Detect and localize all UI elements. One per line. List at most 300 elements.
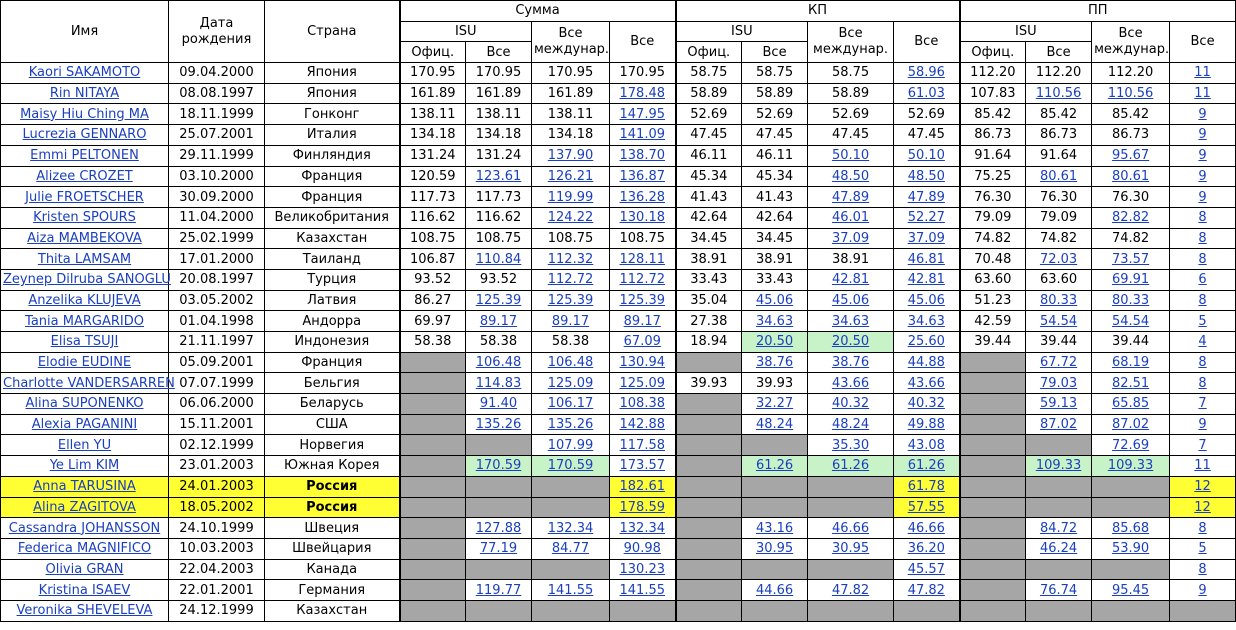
country-cell: Германия — [265, 580, 400, 601]
total-all-score-cell[interactable]: 112.72 — [610, 269, 676, 290]
table-row — [1, 352, 1236, 373]
athlete-name-link[interactable]: Kristen SPOURS — [1, 207, 169, 228]
free-all-score-cell[interactable]: 4 — [1170, 332, 1236, 353]
free-all-score-cell[interactable]: 9 — [1170, 104, 1236, 125]
total-intl-score-cell[interactable]: 126.21 — [532, 166, 610, 187]
short-all-score-cell — [894, 600, 960, 621]
free-intl-score-cell[interactable]: 95.45 — [1092, 580, 1170, 601]
free-all-isu-score-cell[interactable]: 109.33 — [1026, 456, 1092, 477]
free-intl-score-cell[interactable]: 73.57 — [1092, 249, 1170, 270]
total-all-score-cell[interactable]: 142.88 — [610, 414, 676, 435]
subheader-all-free: Все — [1170, 21, 1236, 62]
free-all-score-cell[interactable]: 9 — [1170, 187, 1236, 208]
short-all-score-cell[interactable]: 47.82 — [894, 580, 960, 601]
athlete-name-link[interactable]: Alexia PAGANINI — [1, 414, 169, 435]
short-all-isu-score-cell[interactable]: 20.50 — [742, 332, 808, 353]
free-all-isu-score-cell[interactable]: 72.03 — [1026, 249, 1092, 270]
free-offic-score-cell — [960, 352, 1026, 373]
birth-date-cell: 24.10.1999 — [169, 518, 265, 539]
short-intl-score-cell[interactable]: 35.30 — [808, 435, 894, 456]
table-row — [1, 166, 1236, 187]
total-all-score-cell[interactable]: 178.59 — [610, 497, 676, 518]
short-all-score-cell[interactable]: 44.88 — [894, 352, 960, 373]
table-row — [1, 518, 1236, 539]
free-intl-score-cell[interactable]: 72.69 — [1092, 435, 1170, 456]
birth-date-cell: 17.01.2000 — [169, 249, 265, 270]
free-all-isu-score-cell[interactable]: 84.72 — [1026, 518, 1092, 539]
short-intl-score-cell[interactable]: 47.89 — [808, 187, 894, 208]
total-all-score-cell[interactable]: 173.57 — [610, 456, 676, 477]
free-offic-score-cell — [960, 559, 1026, 580]
free-all-score-cell[interactable]: 8 — [1170, 290, 1236, 311]
total-all-isu-score-cell[interactable]: 110.84 — [466, 249, 532, 270]
total-intl-score-cell[interactable]: 141.55 — [532, 580, 610, 601]
total-all-isu-score-cell[interactable]: 91.40 — [466, 394, 532, 415]
country-cell: Индонезия — [265, 332, 400, 353]
total-intl-score-cell: 108.75 — [532, 228, 610, 249]
short-all-score-cell[interactable]: 47.89 — [894, 187, 960, 208]
short-all-isu-score-cell: 47.45 — [742, 125, 808, 146]
total-all-isu-score-cell[interactable]: 127.88 — [466, 518, 532, 539]
total-offic-score-cell — [400, 600, 466, 621]
free-intl-score-cell[interactable]: 110.56 — [1092, 83, 1170, 104]
total-all-score-cell[interactable]: 108.38 — [610, 394, 676, 415]
short-all-isu-score-cell: 39.93 — [742, 373, 808, 394]
birth-date-cell: 22.04.2003 — [169, 559, 265, 580]
country-cell: Беларусь — [265, 394, 400, 415]
athlete-name-link[interactable]: Maisy Hiu Ching MA — [1, 104, 169, 125]
short-all-score-cell[interactable]: 50.10 — [894, 145, 960, 166]
short-offic-score-cell — [676, 435, 742, 456]
short-all-score-cell[interactable]: 61.03 — [894, 83, 960, 104]
athlete-name-link[interactable]: Ye Lim KIM — [1, 456, 169, 477]
short-all-score-cell[interactable]: 48.50 — [894, 166, 960, 187]
free-all-isu-score-cell[interactable]: 54.54 — [1026, 311, 1092, 332]
total-intl-score-cell: 138.11 — [532, 104, 610, 125]
free-intl-score-cell[interactable]: 53.90 — [1092, 538, 1170, 559]
short-all-score-cell[interactable]: 37.09 — [894, 228, 960, 249]
total-intl-score-cell[interactable]: 106.17 — [532, 394, 610, 415]
table-row — [1, 476, 1236, 497]
athlete-name-link[interactable]: Lucrezia GENNARO — [1, 125, 169, 146]
free-all-score-cell[interactable]: 9 — [1170, 580, 1236, 601]
total-intl-score-cell[interactable]: 170.59 — [532, 456, 610, 477]
total-offic-score-cell — [400, 373, 466, 394]
short-offic-score-cell — [676, 394, 742, 415]
short-intl-score-cell[interactable]: 42.81 — [808, 269, 894, 290]
total-all-score-cell: 170.95 — [610, 63, 676, 84]
short-all-score-cell[interactable]: 52.27 — [894, 207, 960, 228]
total-all-score-cell[interactable]: 141.09 — [610, 125, 676, 146]
free-offic-score-cell — [960, 456, 1026, 477]
free-all-score-cell[interactable]: 5 — [1170, 311, 1236, 332]
athlete-name-link[interactable]: Julie FROETSCHER — [1, 187, 169, 208]
free-all-score-cell[interactable]: 8 — [1170, 373, 1236, 394]
free-intl-score-cell: 76.30 — [1092, 187, 1170, 208]
total-offic-score-cell: 108.75 — [400, 228, 466, 249]
short-all-score-cell[interactable]: 36.20 — [894, 538, 960, 559]
total-intl-score-cell[interactable]: 137.90 — [532, 145, 610, 166]
total-all-isu-score-cell[interactable]: 125.39 — [466, 290, 532, 311]
short-all-score-cell[interactable]: 58.96 — [894, 63, 960, 84]
athlete-name-link[interactable]: Aiza MAMBEKOVA — [1, 228, 169, 249]
total-all-isu-score-cell: 134.18 — [466, 125, 532, 146]
short-intl-score-cell[interactable]: 30.95 — [808, 538, 894, 559]
athlete-name-link[interactable]: Kaori SAKAMOTO — [1, 63, 169, 84]
total-all-score-cell — [610, 600, 676, 621]
short-offic-score-cell — [676, 518, 742, 539]
short-intl-score-cell[interactable]: 34.63 — [808, 311, 894, 332]
short-all-isu-score-cell: 58.75 — [742, 63, 808, 84]
free-intl-score-cell: 74.82 — [1092, 228, 1170, 249]
short-offic-score-cell: 42.64 — [676, 207, 742, 228]
total-all-score-cell[interactable]: 128.11 — [610, 249, 676, 270]
short-all-score-cell[interactable]: 45.06 — [894, 290, 960, 311]
short-offic-score-cell: 47.45 — [676, 125, 742, 146]
short-all-isu-score-cell[interactable]: 34.63 — [742, 311, 808, 332]
short-all-score-cell: 52.69 — [894, 104, 960, 125]
total-offic-score-cell — [400, 456, 466, 477]
athlete-name-link[interactable]: Alizee CROZET — [1, 166, 169, 187]
total-all-isu-score-cell — [466, 476, 532, 497]
short-intl-score-cell[interactable]: 46.66 — [808, 518, 894, 539]
free-all-isu-score-cell[interactable]: 80.33 — [1026, 290, 1092, 311]
free-all-isu-score-cell[interactable]: 67.72 — [1026, 352, 1092, 373]
total-intl-score-cell[interactable]: 135.26 — [532, 414, 610, 435]
short-all-isu-score-cell[interactable]: 32.27 — [742, 394, 808, 415]
short-all-score-cell[interactable]: 42.81 — [894, 269, 960, 290]
birth-date-cell: 08.08.1997 — [169, 83, 265, 104]
table-row — [1, 435, 1236, 456]
athlete-name-link[interactable]: Anzelika KLUJEVA — [1, 290, 169, 311]
free-offic-score-cell: 70.48 — [960, 249, 1026, 270]
total-all-score-cell[interactable]: 130.94 — [610, 352, 676, 373]
country-cell: Канада — [265, 559, 400, 580]
total-intl-score-cell[interactable]: 124.22 — [532, 207, 610, 228]
subheader-all-isu-free: Все — [1026, 42, 1092, 63]
free-all-isu-score-cell — [1026, 559, 1092, 580]
table-row — [1, 538, 1236, 559]
free-all-isu-score-cell[interactable]: 46.24 — [1026, 538, 1092, 559]
total-offic-score-cell — [400, 580, 466, 601]
athlete-name-link[interactable]: Ellen YU — [1, 435, 169, 456]
country-cell: Норвегия — [265, 435, 400, 456]
athlete-name-link[interactable]: Alina ZAGITOVA — [1, 497, 169, 518]
free-offic-score-cell: 76.30 — [960, 187, 1026, 208]
total-intl-score-cell[interactable]: 112.32 — [532, 249, 610, 270]
total-intl-score-cell[interactable]: 125.39 — [532, 290, 610, 311]
short-all-score-cell[interactable]: 43.66 — [894, 373, 960, 394]
total-intl-score-cell[interactable]: 89.17 — [532, 311, 610, 332]
total-offic-score-cell — [400, 414, 466, 435]
birth-date-cell: 29.11.1999 — [169, 145, 265, 166]
total-all-score-cell[interactable]: 147.95 — [610, 104, 676, 125]
free-all-score-cell[interactable]: 12 — [1170, 497, 1236, 518]
short-all-isu-score-cell: 46.11 — [742, 145, 808, 166]
free-all-isu-score-cell: 112.20 — [1026, 63, 1092, 84]
short-intl-score-cell[interactable]: 48.24 — [808, 414, 894, 435]
table-row — [1, 456, 1236, 477]
short-offic-score-cell: 58.75 — [676, 63, 742, 84]
total-all-score-cell: 108.75 — [610, 228, 676, 249]
total-all-isu-score-cell[interactable]: 135.26 — [466, 414, 532, 435]
birth-date-cell: 25.07.2001 — [169, 125, 265, 146]
free-intl-score-cell[interactable]: 80.61 — [1092, 166, 1170, 187]
free-all-score-cell[interactable]: 11 — [1170, 63, 1236, 84]
free-all-isu-score-cell[interactable]: 76.74 — [1026, 580, 1092, 601]
athlete-name-link[interactable]: Alina SUPONENKO — [1, 394, 169, 415]
free-intl-score-cell[interactable]: 87.02 — [1092, 414, 1170, 435]
free-intl-score-cell: 112.20 — [1092, 63, 1170, 84]
free-intl-score-cell[interactable]: 69.91 — [1092, 269, 1170, 290]
free-all-isu-score-cell[interactable]: 80.61 — [1026, 166, 1092, 187]
short-all-isu-score-cell — [742, 600, 808, 621]
free-all-score-cell[interactable]: 9 — [1170, 166, 1236, 187]
free-all-score-cell[interactable]: 5 — [1170, 538, 1236, 559]
short-all-score-cell[interactable]: 45.57 — [894, 559, 960, 580]
short-intl-score-cell[interactable]: 43.66 — [808, 373, 894, 394]
short-all-score-cell[interactable]: 25.60 — [894, 332, 960, 353]
free-offic-score-cell — [960, 497, 1026, 518]
free-intl-score-cell — [1092, 600, 1170, 621]
table-row — [1, 311, 1236, 332]
short-all-score-cell[interactable]: 61.26 — [894, 456, 960, 477]
free-all-score-cell[interactable]: 9 — [1170, 145, 1236, 166]
free-all-score-cell[interactable]: 8 — [1170, 352, 1236, 373]
athlete-name-link[interactable]: Thita LAMSAM — [1, 249, 169, 270]
total-all-score-cell[interactable]: 67.09 — [610, 332, 676, 353]
free-intl-score-cell[interactable]: 54.54 — [1092, 311, 1170, 332]
free-all-score-cell[interactable]: 8 — [1170, 207, 1236, 228]
free-intl-score-cell[interactable]: 65.85 — [1092, 394, 1170, 415]
short-intl-score-cell — [808, 497, 894, 518]
free-all-isu-score-cell — [1026, 497, 1092, 518]
free-intl-score-cell[interactable]: 80.33 — [1092, 290, 1170, 311]
total-all-score-cell[interactable]: 178.48 — [610, 83, 676, 104]
short-all-isu-score-cell[interactable]: 30.95 — [742, 538, 808, 559]
free-offic-score-cell: 79.09 — [960, 207, 1026, 228]
table-row — [1, 373, 1236, 394]
short-offic-score-cell: 18.94 — [676, 332, 742, 353]
total-offic-score-cell — [400, 394, 466, 415]
total-intl-score-cell[interactable]: 125.09 — [532, 373, 610, 394]
short-all-score-cell[interactable]: 46.81 — [894, 249, 960, 270]
birth-date-cell: 30.09.2000 — [169, 187, 265, 208]
free-all-score-cell[interactable]: 11 — [1170, 456, 1236, 477]
subheader-offic-free: Офиц. — [960, 42, 1026, 63]
short-offic-score-cell: 58.89 — [676, 83, 742, 104]
total-all-score-cell[interactable]: 182.61 — [610, 476, 676, 497]
total-intl-score-cell[interactable]: 119.99 — [532, 187, 610, 208]
free-all-isu-score-cell[interactable]: 87.02 — [1026, 414, 1092, 435]
total-offic-score-cell — [400, 497, 466, 518]
total-offic-score-cell: 69.97 — [400, 311, 466, 332]
total-all-isu-score-cell[interactable]: 77.19 — [466, 538, 532, 559]
country-cell: Швейцария — [265, 538, 400, 559]
free-all-score-cell[interactable]: 8 — [1170, 518, 1236, 539]
short-intl-score-cell[interactable]: 37.09 — [808, 228, 894, 249]
athlete-name-link[interactable]: Zeynep Dilruba SANOGLU — [1, 269, 169, 290]
total-intl-score-cell: 161.89 — [532, 83, 610, 104]
total-all-isu-score-cell: 108.75 — [466, 228, 532, 249]
free-offic-score-cell — [960, 476, 1026, 497]
country-cell: Япония — [265, 63, 400, 84]
short-intl-score-cell[interactable]: 61.26 — [808, 456, 894, 477]
total-all-isu-score-cell: 117.73 — [466, 187, 532, 208]
total-all-isu-score-cell: 131.24 — [466, 145, 532, 166]
free-all-isu-score-cell[interactable]: 79.03 — [1026, 373, 1092, 394]
total-intl-score-cell[interactable]: 112.72 — [532, 269, 610, 290]
short-all-isu-score-cell[interactable]: 61.26 — [742, 456, 808, 477]
total-intl-score-cell[interactable]: 107.99 — [532, 435, 610, 456]
total-all-isu-score-cell[interactable]: 123.61 — [466, 166, 532, 187]
birth-date-cell: 20.08.1997 — [169, 269, 265, 290]
subheader-offic-short: Офиц. — [676, 42, 742, 63]
free-all-score-cell[interactable]: 9 — [1170, 125, 1236, 146]
total-all-score-cell[interactable]: 130.18 — [610, 207, 676, 228]
short-all-score-cell[interactable]: 61.78 — [894, 476, 960, 497]
total-all-score-cell[interactable]: 130.23 — [610, 559, 676, 580]
free-all-score-cell[interactable]: 11 — [1170, 83, 1236, 104]
country-cell: Казахстан — [265, 600, 400, 621]
short-all-isu-score-cell[interactable]: 48.24 — [742, 414, 808, 435]
free-all-score-cell[interactable]: 7 — [1170, 435, 1236, 456]
short-all-isu-score-cell[interactable]: 38.76 — [742, 352, 808, 373]
free-all-score-cell[interactable]: 8 — [1170, 559, 1236, 580]
total-offic-score-cell — [400, 435, 466, 456]
short-intl-score-cell[interactable]: 40.32 — [808, 394, 894, 415]
birth-date-cell: 24.12.1999 — [169, 600, 265, 621]
athlete-name-link[interactable]: Kristina ISAEV — [1, 580, 169, 601]
free-all-isu-score-cell: 74.82 — [1026, 228, 1092, 249]
athlete-name-link[interactable]: Federica MAGNIFICO — [1, 538, 169, 559]
athlete-name-link[interactable]: Cassandra JOHANSSON — [1, 518, 169, 539]
free-all-score-cell[interactable]: 8 — [1170, 249, 1236, 270]
birth-date-cell: 02.12.1999 — [169, 435, 265, 456]
total-all-score-cell[interactable]: 125.39 — [610, 290, 676, 311]
table-row — [1, 63, 1236, 84]
free-intl-score-cell — [1092, 497, 1170, 518]
short-all-isu-score-cell[interactable]: 43.16 — [742, 518, 808, 539]
short-all-score-cell[interactable]: 57.55 — [894, 497, 960, 518]
short-intl-score-cell[interactable]: 47.82 — [808, 580, 894, 601]
athlete-name-link[interactable]: Tania MARGARIDO — [1, 311, 169, 332]
country-cell: Латвия — [265, 290, 400, 311]
free-intl-score-cell — [1092, 476, 1170, 497]
free-intl-score-cell: 86.73 — [1092, 125, 1170, 146]
short-offic-score-cell — [676, 600, 742, 621]
free-all-score-cell[interactable]: 7 — [1170, 394, 1236, 415]
short-all-score-cell[interactable]: 43.08 — [894, 435, 960, 456]
birth-date-cell: 07.07.1999 — [169, 373, 265, 394]
short-intl-score-cell[interactable]: 20.50 — [808, 332, 894, 353]
athlete-name-link[interactable]: Elodie EUDINE — [1, 352, 169, 373]
free-intl-score-cell[interactable]: 68.19 — [1092, 352, 1170, 373]
total-all-isu-score-cell[interactable]: 170.59 — [466, 456, 532, 477]
short-offic-score-cell — [676, 352, 742, 373]
total-all-score-cell[interactable]: 136.28 — [610, 187, 676, 208]
total-all-score-cell[interactable]: 136.87 — [610, 166, 676, 187]
total-all-score-cell[interactable]: 125.09 — [610, 373, 676, 394]
table-row — [1, 187, 1236, 208]
short-all-isu-score-cell: 33.43 — [742, 269, 808, 290]
free-intl-score-cell[interactable]: 95.67 — [1092, 145, 1170, 166]
free-intl-score-cell[interactable]: 82.82 — [1092, 207, 1170, 228]
total-all-isu-score-cell[interactable]: 119.77 — [466, 580, 532, 601]
short-all-score-cell[interactable]: 34.63 — [894, 311, 960, 332]
total-offic-score-cell: 58.38 — [400, 332, 466, 353]
total-all-score-cell[interactable]: 141.55 — [610, 580, 676, 601]
short-all-score-cell[interactable]: 46.66 — [894, 518, 960, 539]
free-all-isu-score-cell[interactable]: 59.13 — [1026, 394, 1092, 415]
athlete-name-link[interactable]: Anna TARUSINA — [1, 476, 169, 497]
total-all-isu-score-cell[interactable]: 106.48 — [466, 352, 532, 373]
short-intl-score-cell[interactable]: 38.76 — [808, 352, 894, 373]
free-intl-score-cell[interactable]: 85.68 — [1092, 518, 1170, 539]
birth-date-cell: 10.03.2003 — [169, 538, 265, 559]
athlete-name-link[interactable]: Olivia GRAN — [1, 559, 169, 580]
free-intl-score-cell[interactable]: 109.33 — [1092, 456, 1170, 477]
table-row — [1, 497, 1236, 518]
short-intl-score-cell[interactable]: 45.06 — [808, 290, 894, 311]
athlete-name-link[interactable]: Rin NITAYA — [1, 83, 169, 104]
free-all-score-cell[interactable]: 6 — [1170, 269, 1236, 290]
athlete-name-link[interactable]: Charlotte VANDERSARREN — [1, 373, 169, 394]
total-all-isu-score-cell — [466, 497, 532, 518]
free-all-isu-score-cell[interactable]: 110.56 — [1026, 83, 1092, 104]
total-all-score-cell[interactable]: 89.17 — [610, 311, 676, 332]
total-all-isu-score-cell[interactable]: 89.17 — [466, 311, 532, 332]
total-all-score-cell[interactable]: 132.34 — [610, 518, 676, 539]
birth-date-cell: 03.05.2002 — [169, 290, 265, 311]
total-all-score-cell[interactable]: 90.98 — [610, 538, 676, 559]
free-all-score-cell[interactable]: 8 — [1170, 228, 1236, 249]
free-intl-score-cell: 39.44 — [1092, 332, 1170, 353]
total-all-score-cell[interactable]: 138.70 — [610, 145, 676, 166]
free-intl-score-cell[interactable]: 82.51 — [1092, 373, 1170, 394]
short-intl-score-cell[interactable]: 46.01 — [808, 207, 894, 228]
short-all-isu-score-cell: 58.89 — [742, 83, 808, 104]
short-all-score-cell[interactable]: 49.88 — [894, 414, 960, 435]
free-offic-score-cell — [960, 518, 1026, 539]
free-all-isu-score-cell — [1026, 600, 1092, 621]
total-all-isu-score-cell[interactable]: 114.83 — [466, 373, 532, 394]
total-all-isu-score-cell: 93.52 — [466, 269, 532, 290]
total-intl-score-cell[interactable]: 132.34 — [532, 518, 610, 539]
athlete-name-link[interactable]: Veronika SHEVELEVA — [1, 600, 169, 621]
free-all-score-cell[interactable]: 12 — [1170, 476, 1236, 497]
total-intl-score-cell[interactable]: 106.48 — [532, 352, 610, 373]
short-intl-score-cell[interactable]: 50.10 — [808, 145, 894, 166]
short-offic-score-cell: 34.45 — [676, 228, 742, 249]
athlete-name-link[interactable]: Emmi PELTONEN — [1, 145, 169, 166]
free-all-score-cell[interactable]: 9 — [1170, 414, 1236, 435]
short-intl-score-cell[interactable]: 48.50 — [808, 166, 894, 187]
total-intl-score-cell[interactable]: 84.77 — [532, 538, 610, 559]
total-all-score-cell[interactable]: 117.58 — [610, 435, 676, 456]
short-all-score-cell[interactable]: 40.32 — [894, 394, 960, 415]
free-all-isu-score-cell: 76.30 — [1026, 187, 1092, 208]
country-cell: Финляндия — [265, 145, 400, 166]
short-offic-score-cell: 41.43 — [676, 187, 742, 208]
table-row — [1, 414, 1236, 435]
athlete-name-link[interactable]: Elisa TSUJI — [1, 332, 169, 353]
group-header-free: ПП — [960, 1, 1236, 22]
short-all-isu-score-cell[interactable]: 45.06 — [742, 290, 808, 311]
country-cell: Франция — [265, 187, 400, 208]
short-all-isu-score-cell[interactable]: 44.66 — [742, 580, 808, 601]
total-offic-score-cell: 170.95 — [400, 63, 466, 84]
